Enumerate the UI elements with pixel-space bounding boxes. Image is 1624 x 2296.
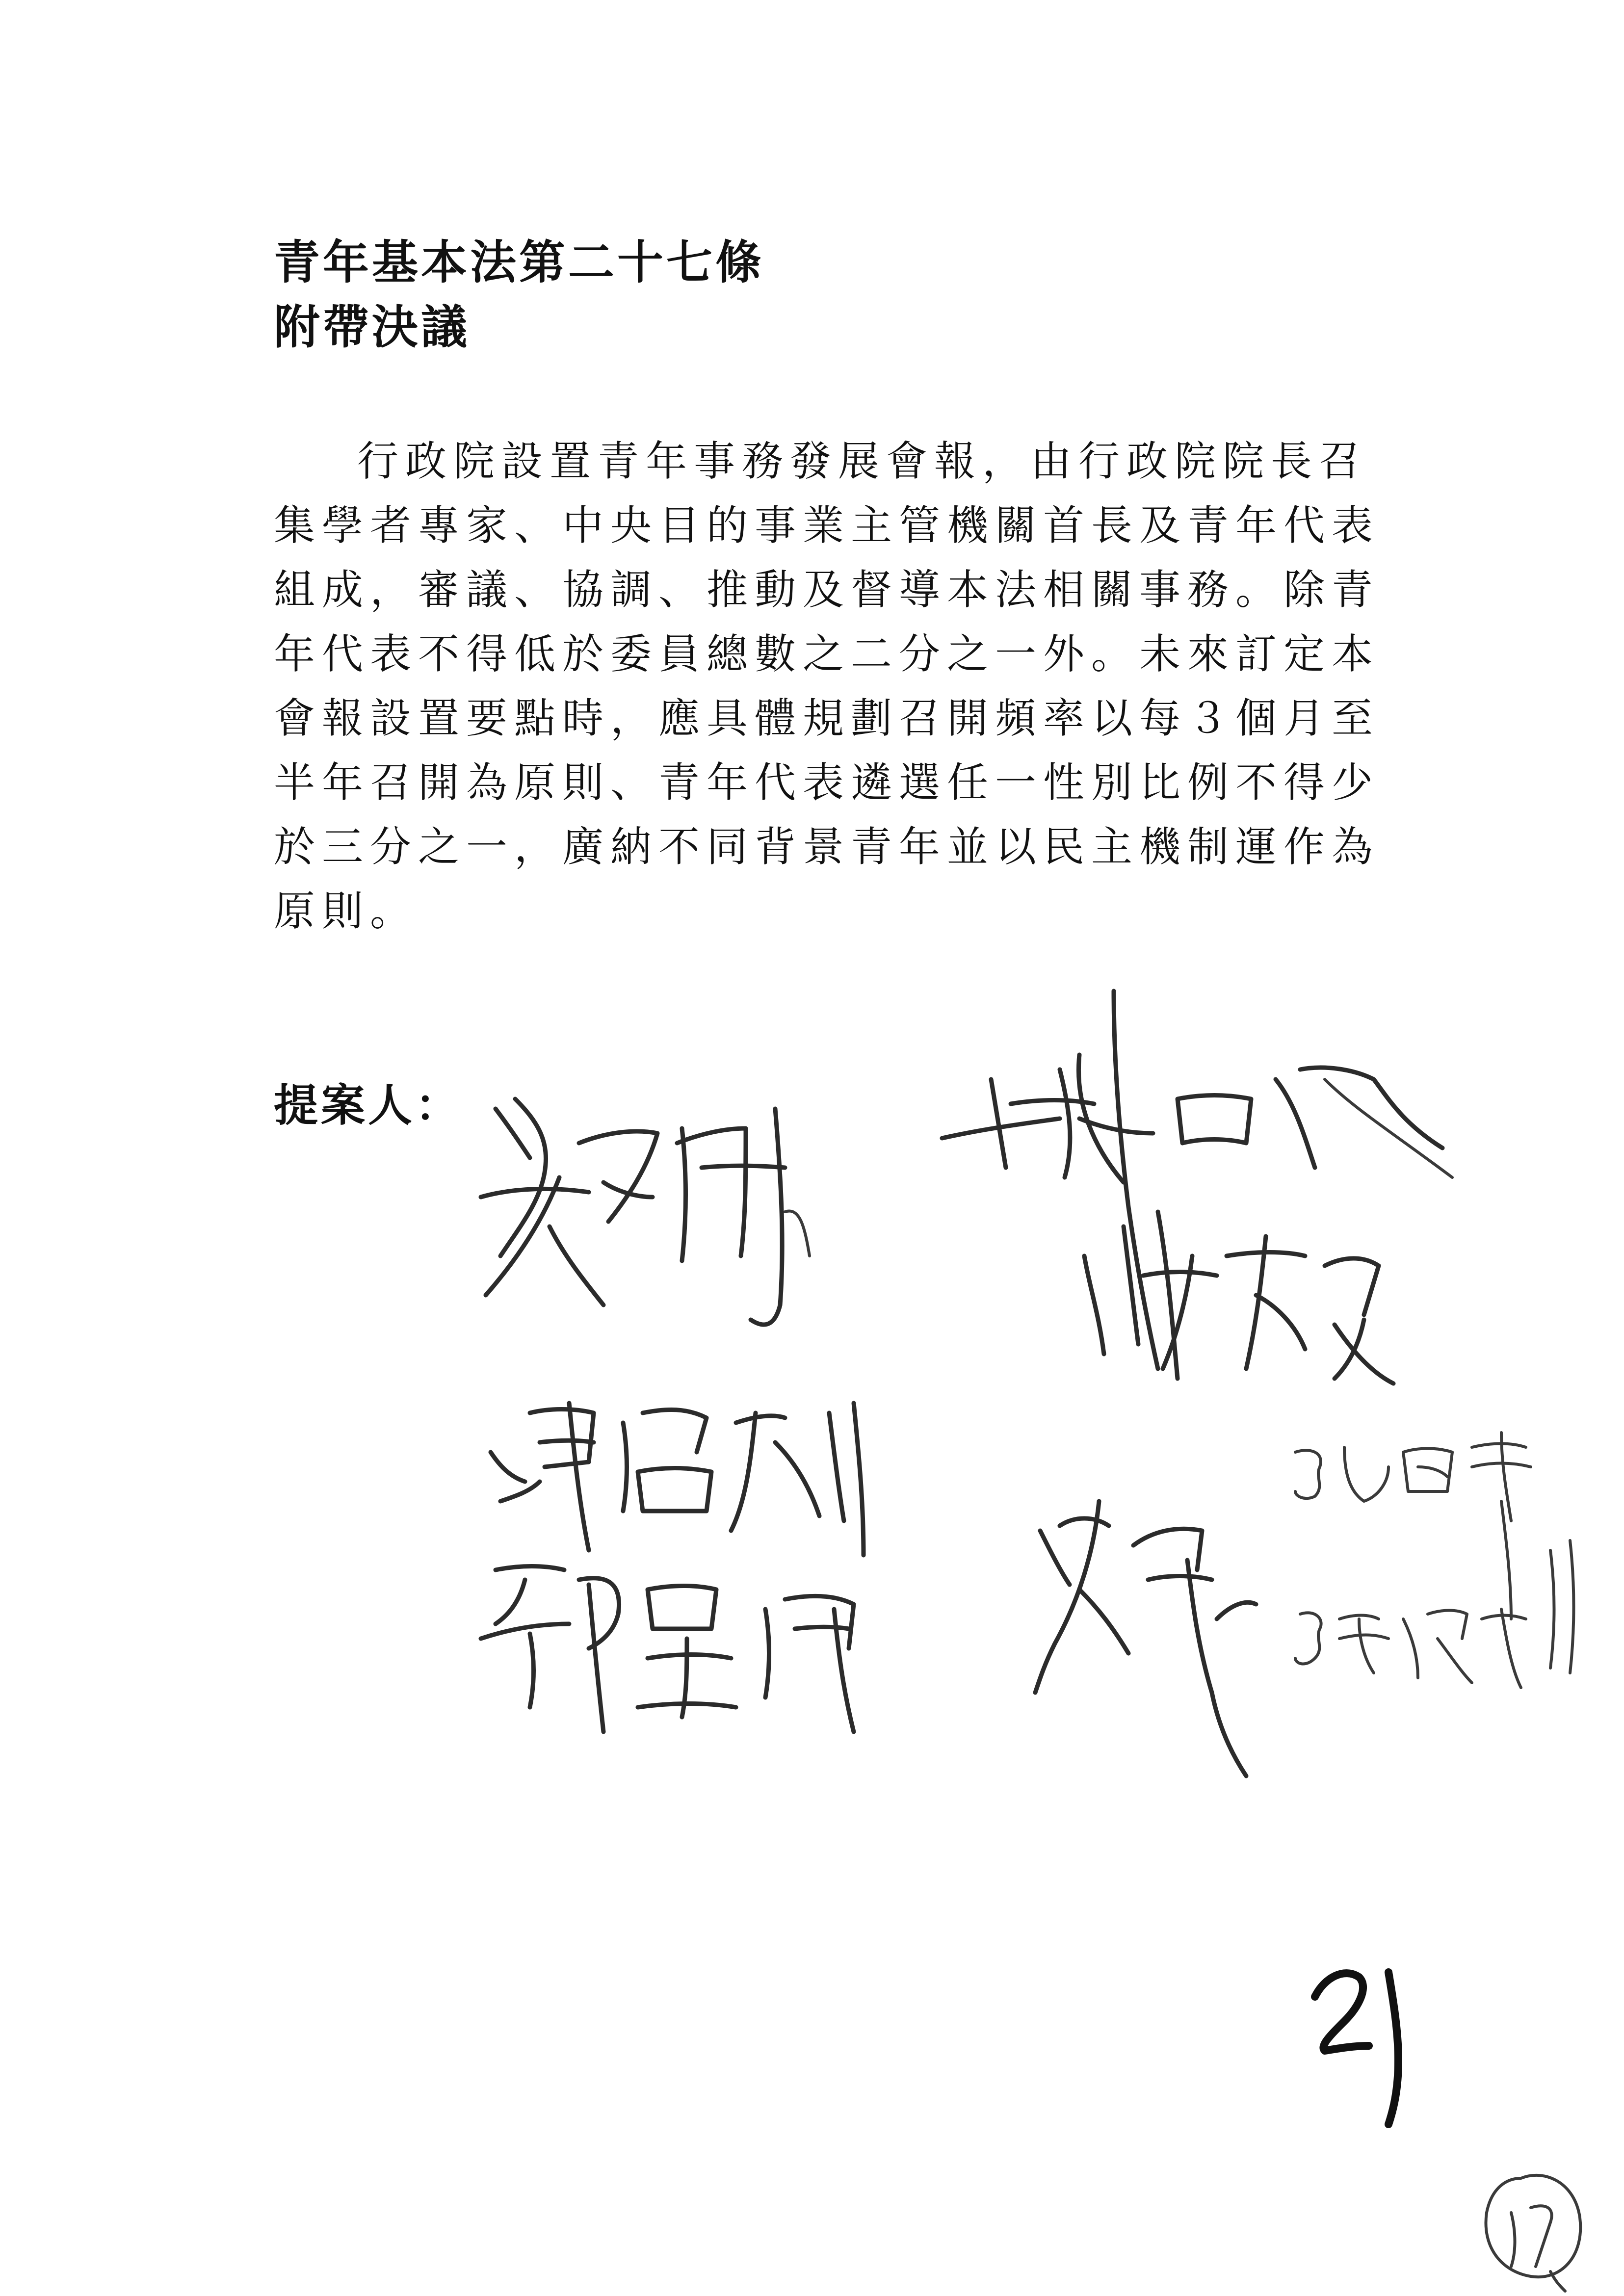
body-line: 於三分之一，廣納不同背景青年並以民主機制運作為 (274, 823, 1380, 871)
handwritten-signature-7 (1295, 1540, 1574, 1688)
body-line: 集學者專家、中央目的事業主管機關首長及青年代表 (274, 501, 1380, 549)
handwritten-signature-8 (1295, 1433, 1531, 1619)
body-line: 會報設置要點時，應具體規劃召開頻率以每３個月至 (274, 694, 1380, 742)
document-subtitle: 附帶決議 (274, 300, 471, 354)
proposer-label: 提案人： (274, 1079, 462, 1131)
handwritten-signature-1 (481, 1099, 810, 1325)
body-line: 原則。 (274, 887, 419, 935)
handwritten-signature-4 (491, 1403, 864, 1555)
handwritten-signature-5 (481, 1566, 854, 1732)
handwritten-signature-3 (1084, 1212, 1393, 1383)
document-title: 青年基本法第二十七條 (274, 235, 765, 289)
handwritten-signature-6 (1035, 1501, 1256, 1776)
body-line: 行政院設置青年事務發展會報，由行政院院長召 (357, 437, 1367, 485)
handwritten-page-number (1315, 1972, 1398, 2124)
handwritten-signature-2 (942, 991, 1452, 1369)
body-line: 半年召開為原則、青年代表遴選任一性別比例不得少 (274, 758, 1380, 807)
circled-number-mark (1486, 2175, 1580, 2291)
body-line: 年代表不得低於委員總數之二分之一外。未來訂定本 (274, 630, 1380, 678)
body-line: 組成，審議、協調、推動及督導本法相關事務。除青 (274, 566, 1380, 614)
